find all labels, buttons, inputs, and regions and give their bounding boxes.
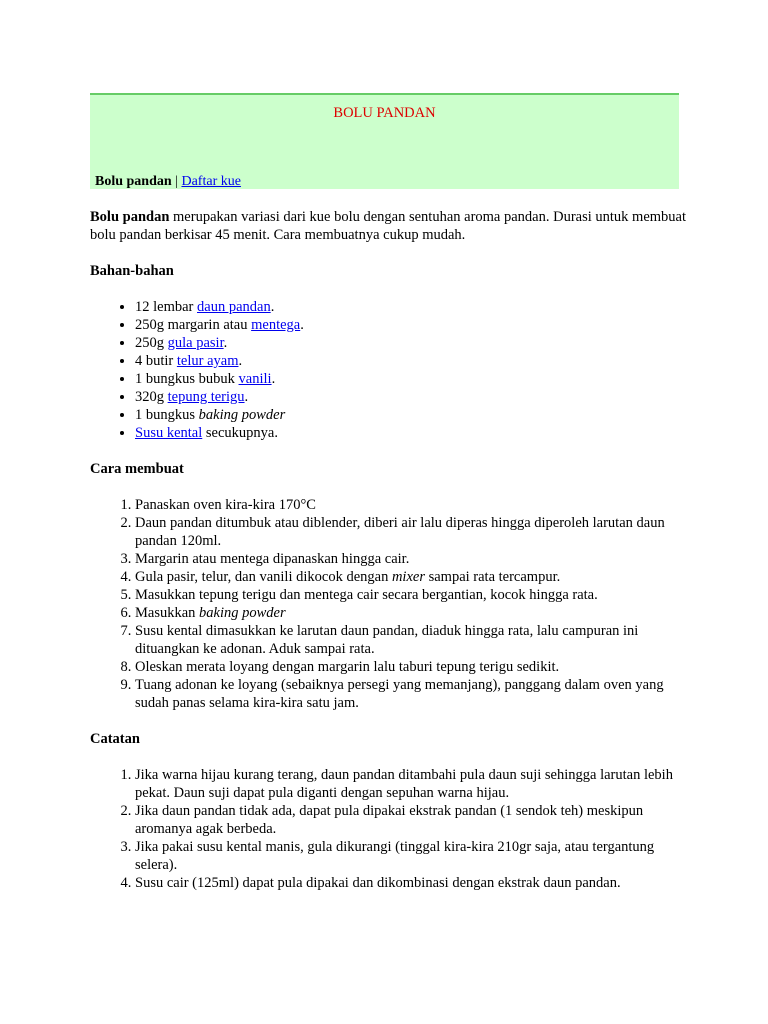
note-item: 4. Susu cair (125ml) dapat pula dipakai dan dikombinasi dengan ekstrak daun pandan. [135, 874, 690, 892]
ingredients-heading: Bahan-bahan [90, 263, 174, 279]
list-item-text: 250g [135, 335, 168, 351]
list-item-italic: mixer [391, 569, 425, 585]
list-item-text: . [244, 389, 249, 405]
header-banner [90, 93, 679, 189]
ingredient-item [135, 388, 690, 406]
list-item-text: Gula pasir, telur, dan vanili dikocok dengan [135, 569, 392, 585]
intro-text: merupakan variasi dari kue bolu dengan sentuhan aroma pandan. Durasi untuk membuat bolu pandan berkisar 45 menit. Cara membuatnya cukup mudah. [90, 209, 687, 243]
list-item-text: 4 butir [135, 353, 177, 369]
ingredient-item [135, 424, 690, 442]
step-item [135, 658, 690, 676]
ingredient-link[interactable]: gula pasir [167, 335, 224, 351]
breadcrumb [95, 173, 241, 191]
breadcrumb-current: Bolu pandan [95, 174, 172, 189]
step-item [135, 496, 690, 514]
list-item-text: 1 bungkus bubuk [135, 371, 239, 387]
ingredient-link[interactable]: telur ayam [176, 353, 239, 369]
list-item-italic: baking powder [198, 407, 286, 423]
step-item [135, 622, 690, 658]
intro-paragraph [90, 208, 690, 244]
steps-heading: Cara membuat [90, 461, 184, 477]
step-item [135, 550, 690, 568]
list-item-text: secukupnya. [202, 425, 278, 441]
list-item-text: Susu kental dimasukkan ke larutan daun pandan, diaduk hingga rata, lalu campuran ini dituangkan ke adonan. Aduk sampai rata. [135, 623, 639, 657]
list-item-text: Masukkan tepung terigu dan mentega cair secara bergantian, kocok hingga rata. [135, 587, 598, 603]
ingredient-item [135, 352, 690, 370]
list-item-text: Oleskan merata loyang dengan margarin lalu taburi tepung terigu sedikit. [135, 659, 560, 675]
list-item-text: . [300, 317, 304, 333]
ingredient-item [135, 334, 690, 352]
list-item-text: . [223, 335, 228, 351]
breadcrumb-separator: | [171, 174, 182, 189]
notes-list [90, 766, 690, 892]
note-item: 2. Jika daun pandan tidak ada, dapat pula dipakai ekstrak pandan (1 sendok teh) meskipun aromanya agak berbeda. [135, 802, 690, 838]
ingredient-item [135, 370, 690, 388]
step-item [135, 676, 690, 712]
ingredient-item [135, 316, 690, 334]
daftar-kue-link[interactable]: Daftar kue [181, 174, 241, 189]
list-item-text: Daun pandan ditumbuk atau diblender, diberi air lalu diperas hingga diperoleh larutan daun pandan 120ml. [135, 515, 665, 549]
ingredient-link[interactable]: vanili [238, 371, 272, 387]
steps-list [90, 496, 690, 712]
step-item [135, 586, 690, 604]
ingredient-item [135, 406, 690, 424]
intro-bold: Bolu pandan [90, 209, 170, 225]
list-item-text: Tuang adonan ke loyang (sebaiknya persegi yang memanjang), panggang dalam oven yang sudah panas selama kira-kira satu jam. [135, 677, 664, 711]
list-item-italic: baking powder [199, 605, 286, 621]
list-item-text: . [270, 299, 275, 315]
list-item-text: . [271, 371, 276, 387]
list-item-text: Panaskan oven kira-kira 170°C [135, 497, 316, 513]
ingredient-link[interactable]: tepung terigu [167, 389, 245, 405]
step-item [135, 604, 690, 622]
list-item-text: 1 bungkus [135, 407, 199, 423]
page-title: BOLU PANDAN [333, 105, 436, 121]
ingredient-item [135, 298, 690, 316]
step-item [135, 568, 690, 586]
note-item: 1. Jika warna hijau kurang terang, daun pandan ditambahi pula daun suji sehingga larutan lebih pekat. Daun suji dapat pula diganti dengan sepuhan warna hijau. [135, 766, 690, 802]
notes-heading: Catatan [90, 731, 140, 747]
list-item-text: . [238, 353, 243, 369]
ingredient-link[interactable]: daun pandan [197, 299, 271, 315]
list-item-text: 320g [135, 389, 168, 405]
list-item-text: 250g margarin atau [135, 317, 252, 333]
list-item-text: Masukkan [135, 605, 200, 621]
list-item-text: 12 lembar [135, 299, 198, 315]
ingredient-link[interactable]: Susu kental [135, 425, 203, 441]
article-content [90, 208, 690, 910]
list-item-text: Margarin atau mentega dipanaskan hingga cair. [135, 551, 410, 567]
ingredients-list [90, 298, 690, 442]
ingredient-link[interactable]: mentega [251, 317, 301, 333]
step-item [135, 514, 690, 550]
list-item-text: sampai rata tercampur. [424, 569, 561, 585]
note-item: 3. Jika pakai susu kental manis, gula dikurangi (tinggal kira-kira 210gr saja, atau tergantung selera). [135, 838, 690, 874]
